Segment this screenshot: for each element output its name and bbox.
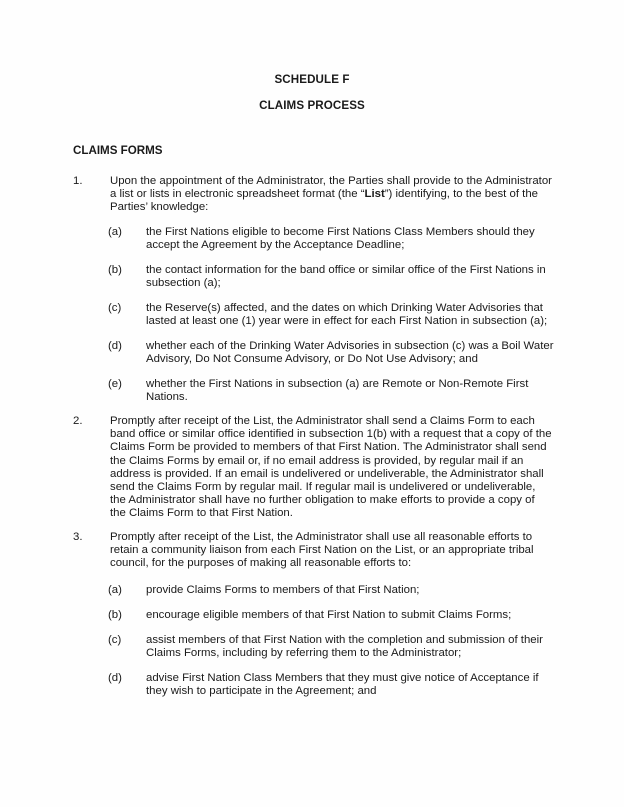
subclause-3d bbox=[108, 672, 553, 698]
subclause-label: (c) bbox=[108, 634, 122, 646]
clause-number: 1. bbox=[73, 175, 83, 187]
subclause-label: (a) bbox=[108, 584, 122, 596]
subclause-label: (a) bbox=[108, 226, 122, 238]
clause-text: Promptly after receipt of the List, the Administrator shall use all reasonable efforts to retain a community liaison from each First Nation on the List, or an appropriate tribal council, for the purposes of making all reasonable efforts to: bbox=[110, 531, 534, 570]
subclause-label: (d) bbox=[108, 340, 122, 352]
clause-number: 2. bbox=[73, 415, 83, 427]
subclause-label: (b) bbox=[108, 609, 122, 621]
clause-text-part: ”) identifying, to the best of the Parties’ knowledge: bbox=[110, 188, 538, 214]
subclause-label: (e) bbox=[108, 378, 122, 390]
subclause-1b bbox=[108, 264, 553, 290]
subclause-text: provide Claims Forms to members of that First Nation; bbox=[146, 584, 420, 596]
clause-text: Promptly after receipt of the List, the Administrator shall send a Claims Form to each band office or similar office identified in subsection 1(b) with a request that a copy of the Claims Form be provided to members of that First Nation. The Administrator shall send the Claims Forms by email or, if no email address is provided, by regular mail if an address is provided. If an email is undelivered or undeliverable, the Administrator shall send the Claims Form by regular mail. If regular mail is undelivered or undeliverable, the Administrator shall have no further obligation to make efforts to provide a copy of the Claims Form to that First Nation. bbox=[110, 415, 552, 520]
clause-text bbox=[110, 175, 553, 215]
subclause-1c bbox=[108, 302, 553, 328]
subclause-label: (d) bbox=[108, 672, 122, 684]
subclause-1d bbox=[108, 340, 553, 366]
clause-text-part: Upon the appointment of the Administrator, the Parties shall provide to the Administrator a list or lists in electronic spreadsheet format (the “ bbox=[110, 175, 552, 201]
subclause-1a bbox=[108, 226, 553, 252]
defined-term-list: List bbox=[364, 188, 385, 201]
subclause-label: (c) bbox=[108, 302, 122, 314]
schedule-title: SCHEDULE F bbox=[274, 73, 350, 86]
subclause-1e bbox=[108, 378, 553, 404]
subclause-text: the contact information for the band office or similar office of the First Nations in subsection (a); bbox=[146, 264, 546, 290]
subclause-text: encourage eligible members of that First Nation to submit Claims Forms; bbox=[146, 609, 512, 621]
subclause-3a bbox=[108, 584, 553, 597]
clause-1 bbox=[73, 175, 553, 215]
subclause-text: the First Nations eligible to become First Nations Class Members should they accept the Agreement by the Acceptance Deadline; bbox=[146, 226, 535, 252]
subclause-3c bbox=[108, 634, 553, 660]
subclause-text: assist members of that First Nation with the completion and submission of their Claims Forms, including by referring them to the Administrator; bbox=[146, 634, 543, 660]
subclause-text: whether each of the Drinking Water Advisories in subsection (c) was a Boil Water Advisory, Do Not Consume Advisory, or Do Not Use Advisory; and bbox=[146, 340, 554, 366]
subclause-text: the Reserve(s) affected, and the dates on which Drinking Water Advisories that lasted at least one (1) year were in effect for each First Nation in subsection (a); bbox=[146, 302, 548, 328]
process-title: CLAIMS PROCESS bbox=[259, 99, 365, 112]
clause-3 bbox=[73, 531, 553, 571]
clause-2 bbox=[73, 415, 553, 521]
section-heading-claims-forms: CLAIMS FORMS bbox=[73, 144, 163, 157]
clause-number: 3. bbox=[73, 531, 83, 543]
subclause-text: advise First Nation Class Members that they must give notice of Acceptance if they wish to participate in the Agreement; and bbox=[146, 672, 539, 698]
subclause-label: (b) bbox=[108, 264, 122, 276]
subclause-text: whether the First Nations in subsection (a) are Remote or Non-Remote First Nations. bbox=[146, 378, 529, 404]
subclause-3b bbox=[108, 609, 553, 622]
